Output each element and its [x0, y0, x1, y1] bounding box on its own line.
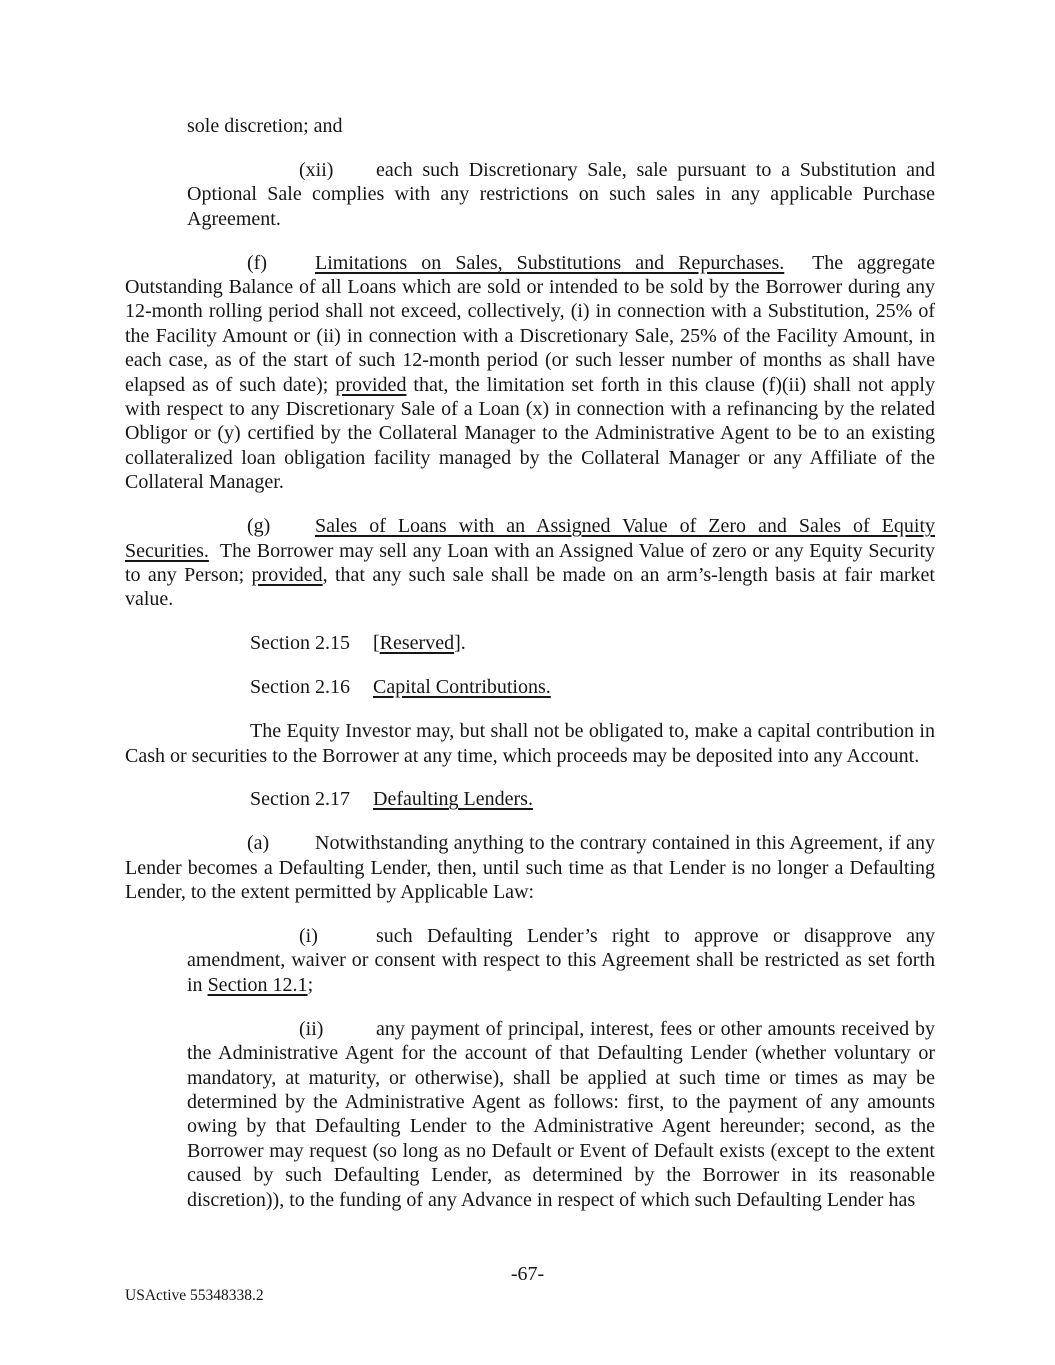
text-run: that, the limitation set forth in this clause (f)(ii) shall not apply with respect to any Discretionary Sale of a Loan (x) in connection with a refinancing by the related Obligor or (y) certified by the Collateral Manager to the Administrative Agent to be to an existing collateralized loan obligation facility managed by the Collateral Manager or any Affiliate of the Collateral Manager.: [125, 373, 935, 494]
clause-label: (f): [247, 251, 267, 274]
paragraph-f: [125, 251, 935, 495]
underlined-text: Section 12.1: [207, 973, 308, 996]
underlined-text: Sales of Loans with an Assigned Value of Zero and Sales of Equity Securities.: [125, 515, 935, 562]
text-run: such Defaulting Lender’s right to approve or disapprove any amendment, waiver or consent with respect to this Agreement shall be restricted as set forth in: [187, 925, 935, 996]
paragraph-section2.17: [250, 787, 935, 811]
underlined-text: Capital Contributions.: [373, 676, 551, 699]
doc-id: USActive 55348338.2: [125, 1287, 264, 1304]
text-run: , that any such sale shall be made on an arm’s-length basis at fair market value.: [125, 564, 935, 611]
paragraph: [187, 114, 935, 138]
paragraph-section2.16: [250, 675, 935, 699]
underlined-text: Defaulting Lenders.: [373, 788, 533, 811]
paragraph: [125, 719, 935, 768]
text-run: each such Discretionary Sale, sale pursuant to a Substitution and Optional Sale complies with any restrictions on such sales in any applicable Purchase Agreement.: [187, 158, 935, 230]
text-run: ].: [454, 632, 466, 655]
paragraph-g: [125, 514, 935, 612]
text-run: The aggregate Outstanding Balance of all Loans which are sold or intended to be sold by the Borrower during any 12-month rolling period shall not exceed, collectively, (i) in connection with a Substitution, 25% of the Facility Amount or (ii) in connection with a Discretionary Sale, 25% of the Facility Amount, in each case, as of the start of such 12-month period (or such lesser number of months as shall have elapsed as of such date);: [125, 251, 935, 396]
document-body: [125, 114, 935, 1232]
clause-label: (g): [247, 515, 271, 538]
text-run: [: [373, 632, 380, 655]
paragraph-ii: [187, 1017, 935, 1212]
text-run: ;: [307, 973, 314, 996]
text-run: Notwithstanding anything to the contrary contained in this Agreement, if any Lender becomes a Defaulting Lender, then, until such time as that Lender is no longer a Defaulting Lender, to the extent permitted by Applicable Law:: [125, 832, 935, 904]
clause-label: (a): [247, 832, 270, 855]
section-number: Section 2.16: [250, 676, 350, 699]
paragraph-a: [125, 831, 935, 904]
paragraph-section2.15: [250, 631, 935, 655]
underlined-text: provided: [251, 564, 323, 586]
underlined-text: Limitations on Sales, Substitutions and Repurchases.: [315, 251, 785, 274]
paragraph-i: [187, 924, 935, 997]
paragraph-xii: [187, 158, 935, 231]
clause-label: (ii): [299, 1017, 324, 1040]
clause-label: (i): [299, 925, 318, 948]
section-number: Section 2.17: [250, 788, 350, 811]
clause-label: (xii): [299, 158, 334, 181]
underlined-text: provided: [335, 373, 407, 396]
underlined-text: Reserved: [379, 632, 455, 655]
page-number: -67-: [510, 1263, 545, 1285]
text-run: any payment of principal, interest, fees or other amounts received by the Administrative Agent for the account of that Defaulting Lender (whether voluntary or mandatory, at maturity, or otherwise), shall be applied at such time or times as may be determined by the Administrative Agent as follows: first, to the payment of any amounts owing by that Defaulting Lender to the Administrative Agent hereunder; second, as the Borrower may request (so long as no Default or Event of Default exists (except to the extent caused by such Defaulting Lender, as determined by the Borrower in its reasonable discretion)), to the funding of any Advance in respect of which such Defaulting Lender has: [187, 1017, 935, 1211]
text-run: The Equity Investor may, but shall not be obligated to, make a capital contribution in Cash or securities to the Borrower at any time, which proceeds may be deposited into any Account.: [125, 720, 935, 767]
text-run: sole discretion; and: [187, 115, 343, 137]
section-number: Section 2.15: [250, 632, 350, 655]
text-run: The Borrower may sell any Loan with an Assigned Value of zero or any Equity Security to any Person;: [125, 539, 935, 586]
